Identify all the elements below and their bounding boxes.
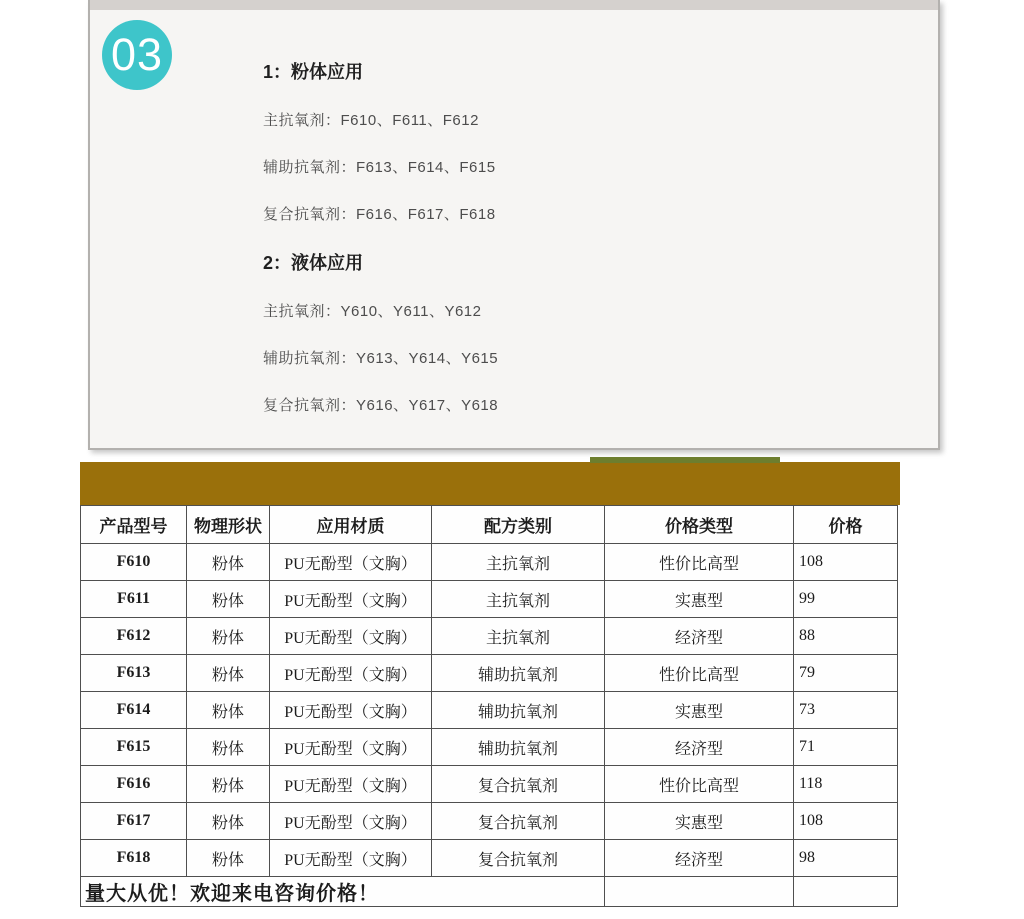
table-cell: PU无酚型（文胸） (270, 544, 432, 581)
price-cell: 108 (794, 803, 898, 840)
applications-card (88, 0, 940, 450)
table-row (81, 618, 898, 655)
table-row (81, 581, 898, 618)
column-header: 应用材质 (270, 506, 432, 544)
table-row (81, 803, 898, 840)
antioxidant-product-line: 辅助抗氧剂：F613、F614、F615 (263, 159, 496, 176)
table-cell: 粉体 (187, 729, 270, 766)
bulk-discount-note: 量大从优！欢迎来电咨询价格！ (81, 877, 605, 907)
column-header: 产品型号 (81, 506, 187, 544)
antioxidant-product-line: 复合抗氧剂：F616、F617、F618 (263, 206, 496, 223)
table-cell: 辅助抗氧剂 (432, 692, 605, 729)
table-cell: 粉体 (187, 581, 270, 618)
table-cell: 粉体 (187, 618, 270, 655)
product-model-cell: F617 (81, 803, 187, 840)
table-cell: 粉体 (187, 766, 270, 803)
table-row (81, 729, 898, 766)
table-cell: 复合抗氧剂 (432, 840, 605, 877)
table-cell: 主抗氧剂 (432, 544, 605, 581)
product-model-cell: F612 (81, 618, 187, 655)
table-cell: 性价比高型 (605, 766, 794, 803)
section-heading: 1：粉体应用 (263, 62, 364, 82)
table-cell: 主抗氧剂 (432, 581, 605, 618)
price-table-footer (81, 877, 898, 907)
table-row (81, 766, 898, 803)
price-cell: 88 (794, 618, 898, 655)
table-cell: 经济型 (605, 618, 794, 655)
column-header: 价格 (794, 506, 898, 544)
column-header: 配方类别 (432, 506, 605, 544)
table-cell: 实惠型 (605, 581, 794, 618)
table-cell: PU无酚型（文胸） (270, 581, 432, 618)
table-cell: 性价比高型 (605, 544, 794, 581)
table-cell: 辅助抗氧剂 (432, 729, 605, 766)
price-cell: 108 (794, 544, 898, 581)
table-cell: PU无酚型（文胸） (270, 729, 432, 766)
table-cell: PU无酚型（文胸） (270, 692, 432, 729)
table-cell: 性价比高型 (605, 655, 794, 692)
price-cell: 73 (794, 692, 898, 729)
price-table-header (81, 506, 898, 544)
product-model-cell: F611 (81, 581, 187, 618)
table-row (81, 840, 898, 877)
table-cell: 实惠型 (605, 692, 794, 729)
table-cell: 辅助抗氧剂 (432, 655, 605, 692)
price-cell: 99 (794, 581, 898, 618)
card-top-strip (90, 0, 938, 10)
antioxidant-product-line: 复合抗氧剂：Y616、Y617、Y618 (263, 397, 499, 414)
table-cell: 粉体 (187, 840, 270, 877)
price-cell: 71 (794, 729, 898, 766)
green-accent-strip (590, 457, 780, 463)
price-table-body (81, 544, 898, 877)
product-model-cell: F614 (81, 692, 187, 729)
price-cell: 118 (794, 766, 898, 803)
section-number-badge: 03 (102, 20, 172, 90)
table-cell: 复合抗氧剂 (432, 803, 605, 840)
price-cell: 79 (794, 655, 898, 692)
table-cell: PU无酚型（文胸） (270, 655, 432, 692)
price-table (80, 505, 898, 907)
footer-row (81, 877, 898, 907)
antioxidant-product-line: 辅助抗氧剂：Y613、Y614、Y615 (263, 350, 499, 367)
empty-footer-cell (605, 877, 794, 907)
table-cell: PU无酚型（文胸） (270, 766, 432, 803)
table-cell: 主抗氧剂 (432, 618, 605, 655)
section-heading: 2：液体应用 (263, 253, 364, 273)
table-cell: 经济型 (605, 729, 794, 766)
antioxidant-product-line: 主抗氧剂：Y610、Y611、Y612 (263, 303, 482, 320)
header-row (81, 506, 898, 544)
table-row (81, 692, 898, 729)
table-cell: PU无酚型（文胸） (270, 840, 432, 877)
empty-footer-cell (794, 877, 898, 907)
table-cell: 粉体 (187, 655, 270, 692)
table-cell: PU无酚型（文胸） (270, 803, 432, 840)
table-cell: 实惠型 (605, 803, 794, 840)
table-cell: 粉体 (187, 692, 270, 729)
price-cell: 98 (794, 840, 898, 877)
table-row (81, 655, 898, 692)
product-model-cell: F613 (81, 655, 187, 692)
table-cell: 经济型 (605, 840, 794, 877)
application-sections (263, 62, 498, 444)
column-header: 价格类型 (605, 506, 794, 544)
product-model-cell: F616 (81, 766, 187, 803)
product-model-cell: F615 (81, 729, 187, 766)
antioxidant-product-line: 主抗氧剂：F610、F611、F612 (263, 112, 479, 129)
table-cell: 粉体 (187, 544, 270, 581)
gold-divider-band (80, 462, 900, 505)
column-header: 物理形状 (187, 506, 270, 544)
table-cell: 复合抗氧剂 (432, 766, 605, 803)
table-cell: PU无酚型（文胸） (270, 618, 432, 655)
product-model-cell: F610 (81, 544, 187, 581)
table-cell: 粉体 (187, 803, 270, 840)
table-row (81, 544, 898, 581)
product-model-cell: F618 (81, 840, 187, 877)
